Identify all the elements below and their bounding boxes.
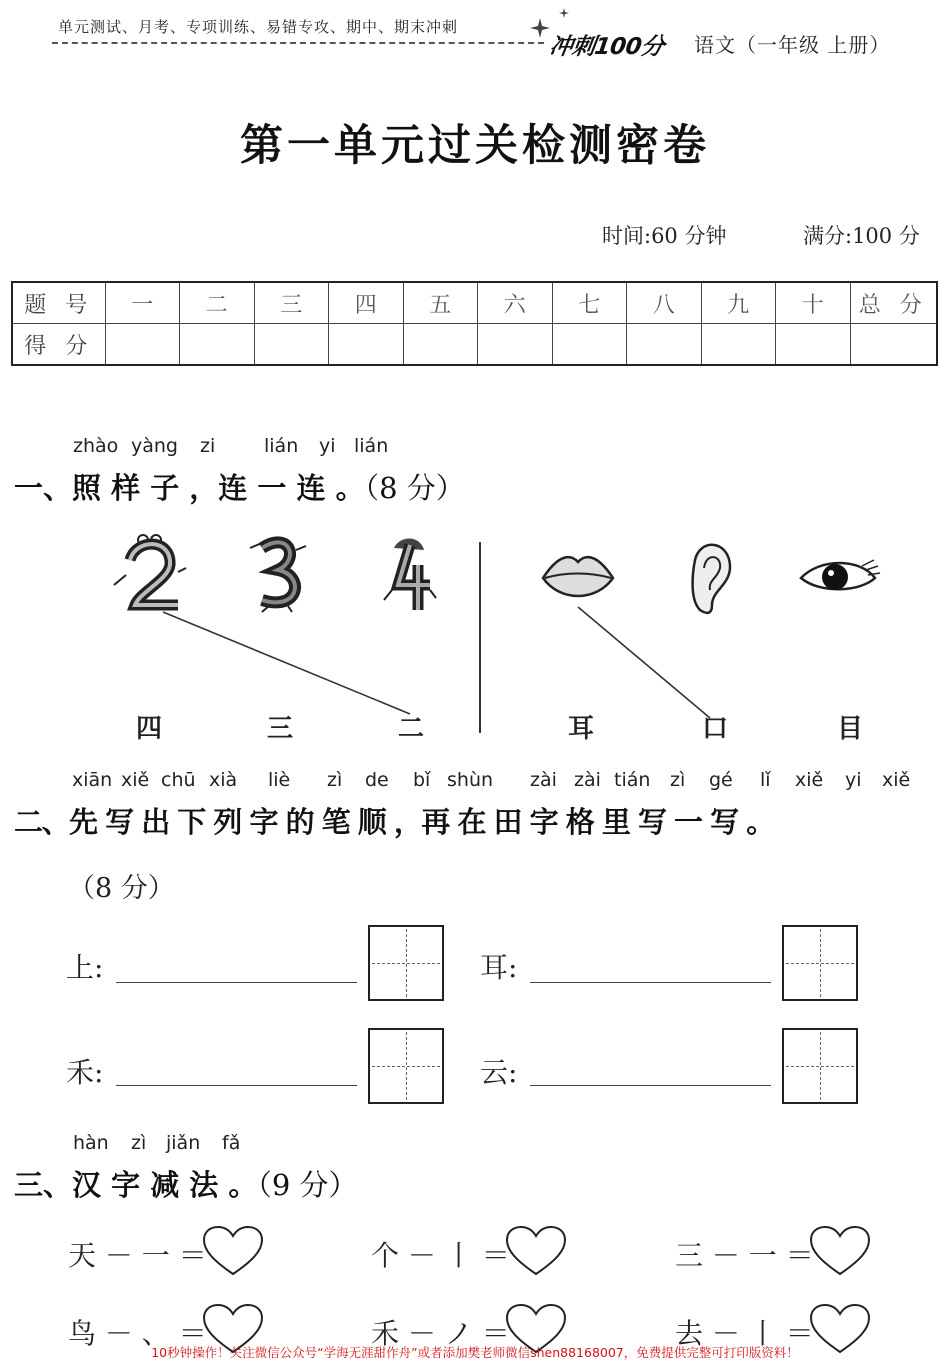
exam-full-score: 满分:100 分	[803, 224, 920, 248]
q1-organ-char: 目	[837, 714, 864, 744]
score-table-score-row	[12, 324, 937, 366]
q3-pinyin: fǎ	[222, 1132, 241, 1154]
score-col-header: 八	[627, 282, 702, 324]
ear-icon	[693, 545, 730, 613]
subtraction-equation: 天 － 一 ＝	[68, 1239, 207, 1272]
q2-pinyin: yi	[845, 769, 862, 791]
score-col-header: 三	[254, 282, 329, 324]
score-col-header: 五	[403, 282, 478, 324]
score-col-header: 二	[180, 282, 255, 324]
stroke-order-answer-line[interactable]	[530, 1085, 771, 1086]
promo-footer: 10秒钟操作！关注微信公众号“学海无涯甜作舟”或者添加樊老师微信shen88168007，免费提供完整可打印版资料！	[151, 1345, 799, 1360]
q2-pinyin: xiě	[882, 769, 911, 791]
cartoon-number-3-icon	[250, 542, 306, 612]
subtraction-equation: 禾 － ノ ＝	[371, 1317, 510, 1350]
score-col-header: 十	[776, 282, 851, 324]
score-table	[11, 281, 938, 366]
subtraction-equation: 去 － 丨 ＝	[675, 1317, 814, 1350]
stroke-order-answer-line[interactable]	[530, 982, 771, 983]
subtraction-equation: 三 － 一 ＝	[675, 1239, 814, 1272]
q3-pinyin: jiǎn	[166, 1132, 201, 1154]
q2-pinyin: chū	[161, 769, 196, 791]
q1-pinyin: lián	[354, 435, 389, 457]
q2-pinyin: de	[365, 769, 389, 791]
score-cell[interactable]	[627, 324, 702, 366]
score-total-header: 总 分	[850, 282, 937, 324]
score-col-header: 七	[552, 282, 627, 324]
stroke-char: 耳:	[480, 951, 518, 984]
subtraction-equation: 个 － 丨 ＝	[371, 1239, 510, 1272]
q3-title: 三、汉 字 减 法 。（9 分）	[14, 1168, 358, 1202]
score-cell[interactable]	[850, 324, 937, 366]
q2-pinyin: bǐ	[413, 769, 431, 791]
header-dashed-rule	[52, 42, 544, 44]
cartoon-number-4-icon	[384, 538, 436, 610]
q1-organ-char: 耳	[568, 714, 595, 744]
q2-pinyin: liè	[268, 769, 291, 791]
score-table-header-row	[12, 282, 937, 324]
q1-pinyin: zi	[200, 435, 216, 457]
score-cell[interactable]	[701, 324, 776, 366]
heart-answer-icon[interactable]	[505, 1225, 567, 1277]
header-subject: 语文（一年级 上册）	[694, 33, 891, 57]
score-row-label: 题 号	[12, 282, 105, 324]
q3-pinyin: hàn	[73, 1132, 109, 1154]
q2-pinyin: xiě	[121, 769, 150, 791]
q1-pinyin: lián	[264, 435, 299, 457]
score-col-header: 一	[105, 282, 180, 324]
stroke-char: 上:	[66, 951, 104, 984]
score-cell[interactable]	[552, 324, 627, 366]
page-title: 第一单元过关检测密卷	[240, 121, 710, 171]
stroke-order-answer-line[interactable]	[116, 1085, 357, 1086]
q3-pinyin: zì	[131, 1132, 147, 1154]
heart-answer-icon[interactable]	[809, 1225, 871, 1277]
stroke-char: 云:	[480, 1056, 518, 1089]
q2-pinyin: zài	[574, 769, 601, 791]
q1-pinyin: yàng	[131, 435, 178, 457]
q1-title: 一、照 样 子 ，连 一 连 。（8 分）	[14, 471, 465, 505]
stroke-order-answer-line[interactable]	[116, 982, 357, 983]
q2-pinyin: xiě	[795, 769, 824, 791]
lips-icon	[543, 557, 613, 596]
q2-pinyin: zài	[530, 769, 557, 791]
q2-points: （8 分）	[68, 873, 175, 904]
q2-pinyin: zì	[327, 769, 343, 791]
q2-pinyin: xiān	[72, 769, 113, 791]
score-col-header: 九	[701, 282, 776, 324]
cartoon-number-2-icon	[114, 535, 186, 605]
header-series-text: 单元测试、月考、专项训练、易错专攻、期中、期末冲刺	[58, 18, 459, 36]
eye-icon	[801, 560, 880, 590]
score-cell[interactable]	[403, 324, 478, 366]
score-col-header: 四	[329, 282, 404, 324]
score-cell[interactable]	[478, 324, 553, 366]
subtraction-equation: 鸟 － 、 ＝	[68, 1317, 207, 1350]
q2-pinyin: shùn	[447, 769, 494, 791]
q2-pinyin: xià	[209, 769, 238, 791]
q1-number-char: 二	[398, 714, 425, 744]
q1-pinyin: zhào	[73, 435, 119, 457]
score-cell[interactable]	[329, 324, 404, 366]
exam-time: 时间:60 分钟	[602, 224, 727, 248]
tianzige-box[interactable]	[368, 1028, 444, 1104]
stroke-char: 禾:	[66, 1056, 104, 1089]
tianzige-box[interactable]	[782, 925, 858, 1001]
score-col-header: 六	[478, 282, 553, 324]
q1-organ-char: 口	[702, 714, 729, 744]
tianzige-box[interactable]	[782, 1028, 858, 1104]
score-cell[interactable]	[776, 324, 851, 366]
score-cell[interactable]	[105, 324, 180, 366]
q2-pinyin: zì	[670, 769, 686, 791]
q2-pinyin: tián	[614, 769, 651, 791]
score-row-label: 得 分	[12, 324, 105, 366]
score-cell[interactable]	[180, 324, 255, 366]
q1-number-char: 四	[136, 714, 163, 744]
score-cell[interactable]	[254, 324, 329, 366]
heart-answer-icon[interactable]	[202, 1225, 264, 1277]
q2-title: 二、先 写 出 下 列 字 的 笔 顺 ，再 在 田 字 格 里 写 一 写 。	[14, 805, 774, 839]
q1-pinyin: yi	[319, 435, 336, 457]
q2-pinyin: gé	[709, 769, 733, 791]
q2-pinyin: lǐ	[760, 769, 771, 791]
brand-logo: 冲刺100分	[547, 34, 666, 60]
tianzige-box[interactable]	[368, 925, 444, 1001]
q1-number-char: 三	[267, 714, 294, 744]
